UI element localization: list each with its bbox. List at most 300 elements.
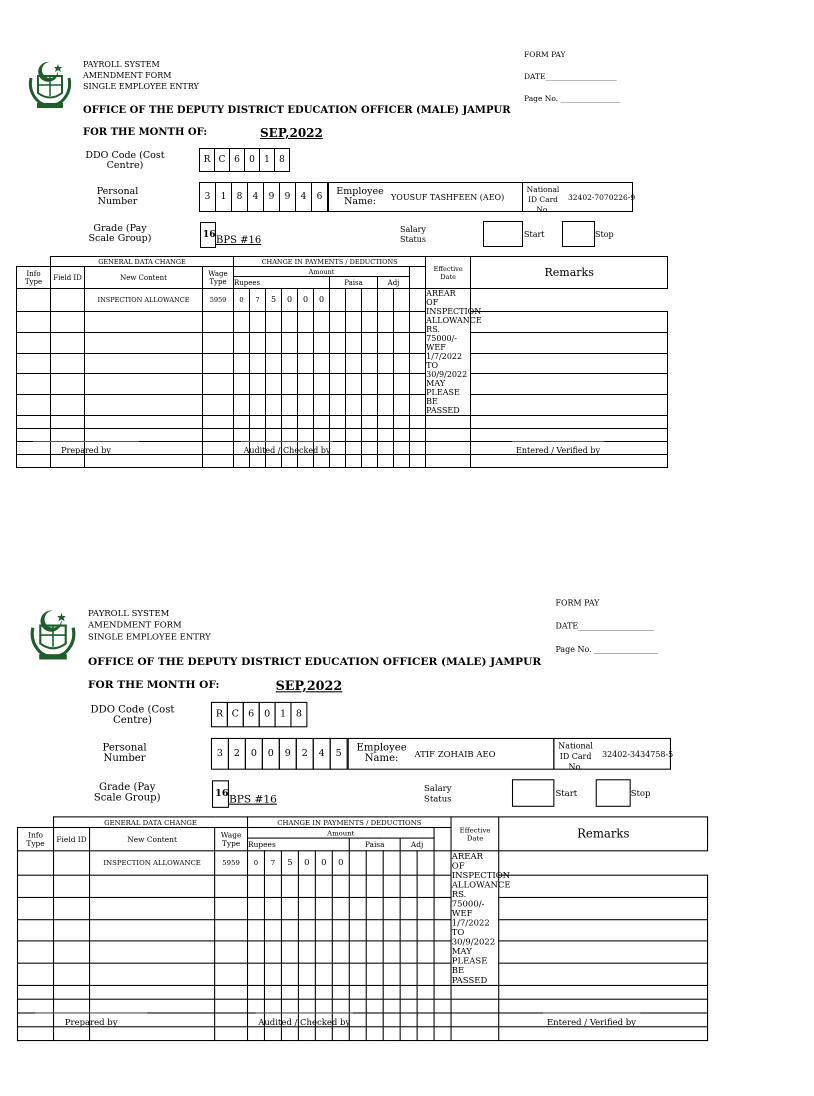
empty-cell[interactable]: [250, 332, 266, 353]
empty-cell[interactable]: [85, 429, 203, 442]
empty-cell[interactable]: [281, 919, 298, 941]
amount-digit-cell[interactable]: [346, 289, 362, 312]
empty-cell[interactable]: [266, 332, 282, 353]
empty-cell[interactable]: [85, 311, 203, 332]
empty-cell[interactable]: [330, 353, 346, 374]
empty-cell[interactable]: [400, 963, 417, 985]
empty-cell[interactable]: [234, 332, 250, 353]
amount-digit-cell[interactable]: 0: [298, 851, 315, 875]
stop-checkbox[interactable]: [596, 779, 631, 807]
empty-cell[interactable]: [17, 429, 51, 442]
empty-cell[interactable]: [90, 999, 215, 1013]
empty-cell[interactable]: [346, 416, 362, 429]
empty-cell[interactable]: [248, 1027, 265, 1041]
empty-cell[interactable]: [215, 963, 248, 985]
amount-digit-cell[interactable]: [349, 851, 366, 875]
empty-cell[interactable]: [248, 941, 265, 963]
empty-cell[interactable]: [248, 919, 265, 941]
personal-number-boxes[interactable]: [200, 182, 328, 212]
empty-cell[interactable]: [314, 332, 330, 353]
empty-cell[interactable]: [349, 985, 366, 999]
empty-cell[interactable]: [314, 395, 330, 416]
empty-cell[interactable]: [266, 353, 282, 374]
empty-cell[interactable]: [264, 963, 281, 985]
empty-cell[interactable]: [54, 985, 90, 999]
empty-cell[interactable]: [366, 875, 383, 897]
empty-cell[interactable]: [203, 374, 234, 395]
empty-cell[interactable]: [266, 416, 282, 429]
amount-digit-cell[interactable]: 5: [281, 851, 298, 875]
empty-cell[interactable]: [264, 1027, 281, 1041]
empty-cell[interactable]: [346, 455, 362, 468]
empty-cell[interactable]: [378, 374, 394, 395]
empty-cell[interactable]: [434, 963, 451, 985]
empty-cell[interactable]: [85, 455, 203, 468]
empty-cell[interactable]: [264, 875, 281, 897]
empty-cell[interactable]: [85, 353, 203, 374]
empty-cell[interactable]: [362, 332, 378, 353]
empty-cell[interactable]: [298, 875, 315, 897]
empty-cell[interactable]: [17, 875, 53, 897]
empty-cell[interactable]: [250, 395, 266, 416]
empty-cell[interactable]: [90, 985, 215, 999]
empty-cell[interactable]: [250, 374, 266, 395]
empty-cell[interactable]: [17, 374, 51, 395]
empty-cell[interactable]: [471, 416, 668, 429]
empty-cell[interactable]: [215, 1013, 248, 1027]
empty-cell[interactable]: [417, 1013, 434, 1027]
empty-cell[interactable]: [298, 353, 314, 374]
empty-cell[interactable]: [378, 311, 394, 332]
employee-name-box[interactable]: [348, 738, 555, 770]
empty-cell[interactable]: [410, 416, 426, 429]
empty-cell[interactable]: [298, 429, 314, 442]
empty-cell[interactable]: [234, 374, 250, 395]
empty-cell[interactable]: [298, 374, 314, 395]
empty-cell[interactable]: [383, 985, 400, 999]
empty-cell[interactable]: [383, 1013, 400, 1027]
empty-cell[interactable]: [451, 1013, 499, 1027]
empty-cell[interactable]: [394, 455, 410, 468]
empty-cell[interactable]: [417, 999, 434, 1013]
empty-cell[interactable]: [314, 455, 330, 468]
empty-cell[interactable]: [400, 1013, 417, 1027]
empty-cell[interactable]: [314, 374, 330, 395]
amount-digit-cell[interactable]: [330, 289, 346, 312]
empty-cell[interactable]: [315, 985, 332, 999]
empty-cell[interactable]: [346, 374, 362, 395]
empty-cell[interactable]: [281, 985, 298, 999]
empty-cell[interactable]: [282, 311, 298, 332]
info-type-cell[interactable]: [17, 289, 51, 312]
empty-cell[interactable]: [203, 311, 234, 332]
empty-cell[interactable]: [314, 353, 330, 374]
empty-cell[interactable]: [90, 919, 215, 941]
empty-cell[interactable]: [266, 395, 282, 416]
empty-cell[interactable]: [54, 963, 90, 985]
amount-digit-cell[interactable]: 7: [250, 289, 266, 312]
empty-cell[interactable]: [234, 353, 250, 374]
employee-name-box[interactable]: [328, 182, 523, 212]
empty-cell[interactable]: [250, 353, 266, 374]
empty-cell[interactable]: [366, 963, 383, 985]
empty-cell[interactable]: [332, 985, 349, 999]
empty-cell[interactable]: [471, 332, 668, 353]
empty-cell[interactable]: [54, 999, 90, 1013]
empty-cell[interactable]: [426, 442, 471, 455]
empty-cell[interactable]: [394, 332, 410, 353]
empty-cell[interactable]: [203, 429, 234, 442]
empty-cell[interactable]: [499, 941, 708, 963]
empty-cell[interactable]: [250, 455, 266, 468]
empty-cell[interactable]: [410, 374, 426, 395]
amount-digit-cell[interactable]: 5: [266, 289, 282, 312]
empty-cell[interactable]: [282, 416, 298, 429]
amount-digit-cell[interactable]: 0: [248, 851, 265, 875]
empty-cell[interactable]: [362, 442, 378, 455]
empty-cell[interactable]: [215, 999, 248, 1013]
empty-cell[interactable]: [400, 919, 417, 941]
empty-cell[interactable]: [298, 395, 314, 416]
empty-cell[interactable]: [250, 429, 266, 442]
amount-digit-cell[interactable]: [362, 289, 378, 312]
empty-cell[interactable]: [234, 416, 250, 429]
empty-cell[interactable]: [298, 941, 315, 963]
empty-cell[interactable]: [315, 963, 332, 985]
empty-cell[interactable]: [17, 919, 53, 941]
empty-cell[interactable]: [54, 919, 90, 941]
empty-cell[interactable]: [17, 416, 51, 429]
empty-cell[interactable]: [17, 897, 53, 919]
empty-cell[interactable]: [234, 311, 250, 332]
empty-cell[interactable]: [330, 455, 346, 468]
empty-cell[interactable]: [266, 455, 282, 468]
empty-cell[interactable]: [434, 985, 451, 999]
empty-cell[interactable]: [248, 999, 265, 1013]
empty-cell[interactable]: [54, 1027, 90, 1041]
amount-digit-cell[interactable]: 0: [282, 289, 298, 312]
info-type-cell[interactable]: [17, 851, 53, 875]
amount-digit-cell[interactable]: [383, 851, 400, 875]
empty-cell[interactable]: [203, 455, 234, 468]
empty-cell[interactable]: [394, 374, 410, 395]
empty-cell[interactable]: [315, 941, 332, 963]
empty-cell[interactable]: [315, 999, 332, 1013]
empty-cell[interactable]: [346, 332, 362, 353]
empty-cell[interactable]: [282, 332, 298, 353]
wage-type-cell[interactable]: 5959: [215, 851, 248, 875]
empty-cell[interactable]: [332, 963, 349, 985]
empty-cell[interactable]: [426, 416, 471, 429]
empty-cell[interactable]: [400, 999, 417, 1013]
empty-cell[interactable]: [471, 429, 668, 442]
empty-cell[interactable]: [17, 455, 51, 468]
amount-digit-cell[interactable]: 7: [264, 851, 281, 875]
empty-cell[interactable]: [51, 374, 85, 395]
empty-cell[interactable]: [264, 919, 281, 941]
empty-cell[interactable]: [330, 332, 346, 353]
empty-cell[interactable]: [499, 897, 708, 919]
empty-cell[interactable]: [499, 999, 708, 1013]
empty-cell[interactable]: [410, 442, 426, 455]
empty-cell[interactable]: [282, 353, 298, 374]
empty-cell[interactable]: [281, 941, 298, 963]
empty-cell[interactable]: [383, 963, 400, 985]
empty-cell[interactable]: [434, 919, 451, 941]
empty-cell[interactable]: [332, 1027, 349, 1041]
empty-cell[interactable]: [85, 416, 203, 429]
empty-cell[interactable]: [17, 985, 53, 999]
empty-cell[interactable]: [51, 332, 85, 353]
empty-cell[interactable]: [394, 416, 410, 429]
empty-cell[interactable]: [51, 416, 85, 429]
empty-cell[interactable]: [378, 429, 394, 442]
empty-cell[interactable]: [314, 311, 330, 332]
empty-cell[interactable]: [349, 999, 366, 1013]
field-id-cell[interactable]: [51, 289, 85, 312]
empty-cell[interactable]: [434, 897, 451, 919]
empty-cell[interactable]: [264, 941, 281, 963]
empty-cell[interactable]: [234, 455, 250, 468]
empty-cell[interactable]: [203, 353, 234, 374]
empty-cell[interactable]: [378, 332, 394, 353]
empty-cell[interactable]: [383, 1027, 400, 1041]
empty-cell[interactable]: [332, 999, 349, 1013]
amount-digit-cell[interactable]: 0: [298, 289, 314, 312]
empty-cell[interactable]: [499, 919, 708, 941]
empty-cell[interactable]: [298, 999, 315, 1013]
empty-cell[interactable]: [362, 416, 378, 429]
ddo-code-boxes[interactable]: [200, 148, 290, 172]
empty-cell[interactable]: [471, 455, 668, 468]
empty-cell[interactable]: [17, 332, 51, 353]
empty-cell[interactable]: [90, 897, 215, 919]
empty-cell[interactable]: [434, 875, 451, 897]
empty-cell[interactable]: [451, 999, 499, 1013]
remarks-cell[interactable]: AREAR OF INSPECTION ALLOWANCE RS. 75000/- WEF 1/7/2022 TO 30/9/2022 MAY PLEASE BE PASSED: [426, 289, 482, 415]
empty-cell[interactable]: [248, 963, 265, 985]
empty-cell[interactable]: [451, 1027, 499, 1041]
empty-cell[interactable]: [349, 1027, 366, 1041]
empty-cell[interactable]: [349, 963, 366, 985]
empty-cell[interactable]: [410, 353, 426, 374]
empty-cell[interactable]: [248, 897, 265, 919]
empty-cell[interactable]: [362, 353, 378, 374]
amount-digit-cell[interactable]: 0: [315, 851, 332, 875]
ddo-code-boxes[interactable]: [212, 702, 307, 727]
nic-box[interactable]: [553, 738, 674, 772]
empty-cell[interactable]: [383, 919, 400, 941]
empty-cell[interactable]: [330, 429, 346, 442]
empty-cell[interactable]: [248, 985, 265, 999]
amount-digit-cell[interactable]: [417, 851, 434, 875]
empty-cell[interactable]: [315, 1027, 332, 1041]
empty-cell[interactable]: [366, 1013, 383, 1027]
empty-cell[interactable]: [417, 919, 434, 941]
empty-cell[interactable]: [346, 442, 362, 455]
empty-cell[interactable]: [400, 941, 417, 963]
empty-cell[interactable]: [346, 395, 362, 416]
empty-cell[interactable]: [349, 897, 366, 919]
new-content-cell[interactable]: INSPECTION ALLOWANCE: [90, 851, 215, 875]
empty-cell[interactable]: [366, 1027, 383, 1041]
empty-cell[interactable]: [234, 429, 250, 442]
empty-cell[interactable]: [471, 395, 668, 416]
empty-cell[interactable]: [346, 353, 362, 374]
amount-digit-cell[interactable]: 0: [314, 289, 330, 312]
empty-cell[interactable]: [400, 985, 417, 999]
empty-cell[interactable]: [85, 395, 203, 416]
amount-digit-cell[interactable]: [366, 851, 383, 875]
empty-cell[interactable]: [383, 999, 400, 1013]
empty-cell[interactable]: [51, 455, 85, 468]
empty-cell[interactable]: [330, 416, 346, 429]
empty-cell[interactable]: [250, 416, 266, 429]
empty-cell[interactable]: [298, 455, 314, 468]
empty-cell[interactable]: [499, 963, 708, 985]
empty-cell[interactable]: [417, 963, 434, 985]
amount-digit-cell[interactable]: [400, 851, 417, 875]
empty-cell[interactable]: [366, 897, 383, 919]
field-id-cell[interactable]: [54, 851, 90, 875]
empty-cell[interactable]: [346, 429, 362, 442]
empty-cell[interactable]: [282, 395, 298, 416]
empty-cell[interactable]: [51, 311, 85, 332]
empty-cell[interactable]: [298, 919, 315, 941]
empty-cell[interactable]: [203, 395, 234, 416]
empty-cell[interactable]: [203, 332, 234, 353]
empty-cell[interactable]: [378, 416, 394, 429]
empty-cell[interactable]: [332, 875, 349, 897]
empty-cell[interactable]: [451, 985, 499, 999]
empty-cell[interactable]: [90, 941, 215, 963]
empty-cell[interactable]: [281, 875, 298, 897]
amount-digit-cell[interactable]: 0: [234, 289, 250, 312]
empty-cell[interactable]: [394, 442, 410, 455]
empty-cell[interactable]: [17, 963, 53, 985]
stop-checkbox[interactable]: [562, 221, 595, 247]
empty-cell[interactable]: [17, 941, 53, 963]
empty-cell[interactable]: [281, 963, 298, 985]
empty-cell[interactable]: [266, 429, 282, 442]
empty-cell[interactable]: [90, 875, 215, 897]
empty-cell[interactable]: [499, 1027, 708, 1041]
wage-type-cell[interactable]: 5959: [203, 289, 234, 312]
empty-cell[interactable]: [417, 897, 434, 919]
empty-cell[interactable]: [248, 875, 265, 897]
amount-digit-cell[interactable]: [378, 289, 394, 312]
empty-cell[interactable]: [410, 395, 426, 416]
empty-cell[interactable]: [410, 429, 426, 442]
empty-cell[interactable]: [17, 353, 51, 374]
empty-cell[interactable]: [400, 897, 417, 919]
empty-cell[interactable]: [378, 353, 394, 374]
empty-cell[interactable]: [394, 429, 410, 442]
empty-cell[interactable]: [330, 395, 346, 416]
empty-cell[interactable]: [417, 875, 434, 897]
empty-cell[interactable]: [54, 897, 90, 919]
empty-cell[interactable]: [282, 429, 298, 442]
empty-cell[interactable]: [400, 1027, 417, 1041]
empty-cell[interactable]: [215, 985, 248, 999]
empty-cell[interactable]: [298, 985, 315, 999]
empty-cell[interactable]: [54, 875, 90, 897]
empty-cell[interactable]: [264, 985, 281, 999]
empty-cell[interactable]: [417, 1027, 434, 1041]
empty-cell[interactable]: [383, 941, 400, 963]
empty-cell[interactable]: [17, 1027, 53, 1041]
empty-cell[interactable]: [499, 875, 708, 897]
empty-cell[interactable]: [54, 941, 90, 963]
empty-cell[interactable]: [51, 429, 85, 442]
empty-cell[interactable]: [51, 353, 85, 374]
empty-cell[interactable]: [264, 897, 281, 919]
empty-cell[interactable]: [400, 875, 417, 897]
empty-cell[interactable]: [90, 1027, 215, 1041]
empty-cell[interactable]: [85, 332, 203, 353]
empty-cell[interactable]: [215, 875, 248, 897]
empty-cell[interactable]: [410, 311, 426, 332]
empty-cell[interactable]: [51, 395, 85, 416]
empty-cell[interactable]: [234, 395, 250, 416]
empty-cell[interactable]: [349, 941, 366, 963]
grade-box[interactable]: [212, 780, 229, 808]
empty-cell[interactable]: [314, 416, 330, 429]
empty-cell[interactable]: [215, 919, 248, 941]
empty-cell[interactable]: [434, 999, 451, 1013]
empty-cell[interactable]: [85, 374, 203, 395]
empty-cell[interactable]: [298, 311, 314, 332]
empty-cell[interactable]: [330, 311, 346, 332]
empty-cell[interactable]: [215, 1027, 248, 1041]
empty-cell[interactable]: [266, 374, 282, 395]
empty-cell[interactable]: [282, 374, 298, 395]
empty-cell[interactable]: [349, 919, 366, 941]
empty-cell[interactable]: [315, 875, 332, 897]
remarks-cell[interactable]: AREAR OF INSPECTION ALLOWANCE RS. 75000/- WEF 1/7/2022 TO 30/9/2022 MAY PLEASE BE PASSED: [451, 851, 511, 985]
empty-cell[interactable]: [383, 897, 400, 919]
empty-cell[interactable]: [434, 941, 451, 963]
empty-cell[interactable]: [281, 999, 298, 1013]
empty-cell[interactable]: [499, 985, 708, 999]
empty-cell[interactable]: [17, 999, 53, 1013]
empty-cell[interactable]: [281, 1027, 298, 1041]
empty-cell[interactable]: [215, 941, 248, 963]
start-checkbox[interactable]: [483, 221, 523, 247]
empty-cell[interactable]: [417, 985, 434, 999]
empty-cell[interactable]: [298, 416, 314, 429]
empty-cell[interactable]: [378, 455, 394, 468]
empty-cell[interactable]: [410, 455, 426, 468]
empty-cell[interactable]: [298, 897, 315, 919]
empty-cell[interactable]: [394, 311, 410, 332]
empty-cell[interactable]: [203, 416, 234, 429]
empty-cell[interactable]: [394, 353, 410, 374]
empty-cell[interactable]: [315, 919, 332, 941]
effective-date-cell[interactable]: [410, 289, 426, 312]
empty-cell[interactable]: [394, 395, 410, 416]
nic-box[interactable]: [522, 182, 636, 214]
empty-cell[interactable]: [434, 1013, 451, 1027]
empty-cell[interactable]: [383, 875, 400, 897]
empty-cell[interactable]: [203, 442, 234, 455]
empty-cell[interactable]: [346, 311, 362, 332]
empty-cell[interactable]: [17, 395, 51, 416]
empty-cell[interactable]: [17, 311, 51, 332]
empty-cell[interactable]: [366, 919, 383, 941]
empty-cell[interactable]: [298, 1027, 315, 1041]
empty-cell[interactable]: [315, 897, 332, 919]
